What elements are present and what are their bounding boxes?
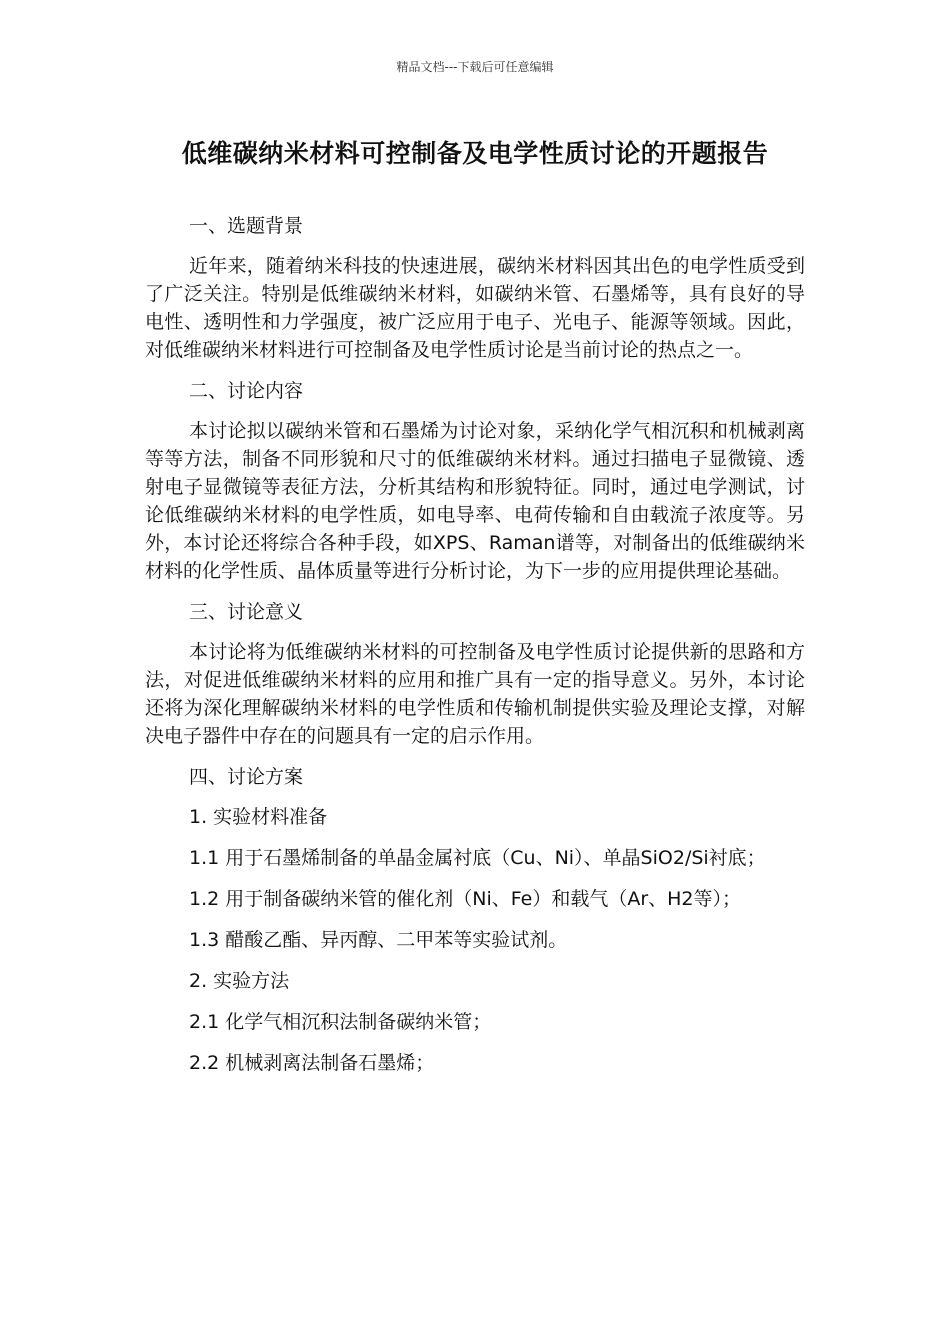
- plan-item: 1.3 醋酸乙酯、异丙醇、二甲苯等实验试剂。: [189, 929, 568, 951]
- section-heading-content: 二、讨论内容: [189, 380, 304, 402]
- document-body: [145, 212, 805, 1090]
- plan-item: 2. 实验方法: [189, 970, 290, 992]
- header-note: 精品文档---下载后可任意编辑: [396, 60, 554, 74]
- paragraph-background: 近年来，随着纳米科技的快速进展，碳纳米材料因其出色的电学性质受到了广泛关注。特别是低维碳纳米材料，如碳纳米管、石墨烯等，具有良好的导电性、透明性和力学强度，被广泛应用于电子、光电子、能源等领域。因此，对低维碳纳米材料进行可控制备及电学性质讨论是当前讨论的热点之一。: [145, 255, 805, 361]
- plan-item: 2.2 机械剥离法制备石墨烯；: [189, 1052, 435, 1074]
- plan-item: 1.2 用于制备碳纳米管的催化剂（Ni、Fe）和载气（Ar、H2等）；: [189, 888, 742, 910]
- document-title: 低维碳纳米材料可控制备及电学性质讨论的开题报告: [181, 139, 769, 168]
- paragraph-content: 本讨论拟以碳纳米管和石墨烯为讨论对象，采纳化学气相沉积和机械剥离等等方法，制备不同形貌和尺寸的低维碳纳米材料。通过扫描电子显微镜、透射电子显微镜等表征方法，分析其结构和形貌特征。同时，通过电学测试，讨论低维碳纳米材料的电学性质，如电导率、电荷传输和自由载流子浓度等。另外，本讨论还将综合各种手段，如XPS、Raman谱等，对制备出的低维碳纳米材料的化学性质、晶体质量等进行分析讨论，为下一步的应用提供理论基础。: [145, 420, 805, 582]
- section-heading-background: 一、选题背景: [189, 215, 304, 237]
- plan-item: 1. 实验材料准备: [189, 806, 328, 828]
- paragraph-significance: 本讨论将为低维碳纳米材料的可控制备及电学性质讨论提供新的思路和方法，对促进低维碳纳米材料的应用和推广具有一定的指导意义。另外，本讨论还将为深化理解碳纳米材料的电学性质和传输机制提供实验及理论支撑，对解决电子器件中存在的问题具有一定的启示作用。: [145, 641, 805, 747]
- section-heading-plan: 四、讨论方案: [189, 766, 304, 788]
- plan-item: 1.1 用于石墨烯制备的单晶金属衬底（Cu、Ni）、单晶SiO2/Si衬底；: [189, 847, 766, 869]
- section-heading-significance: 三、讨论意义: [189, 601, 304, 623]
- plan-item: 2.1 化学气相沉积法制备碳纳米管；: [189, 1011, 492, 1033]
